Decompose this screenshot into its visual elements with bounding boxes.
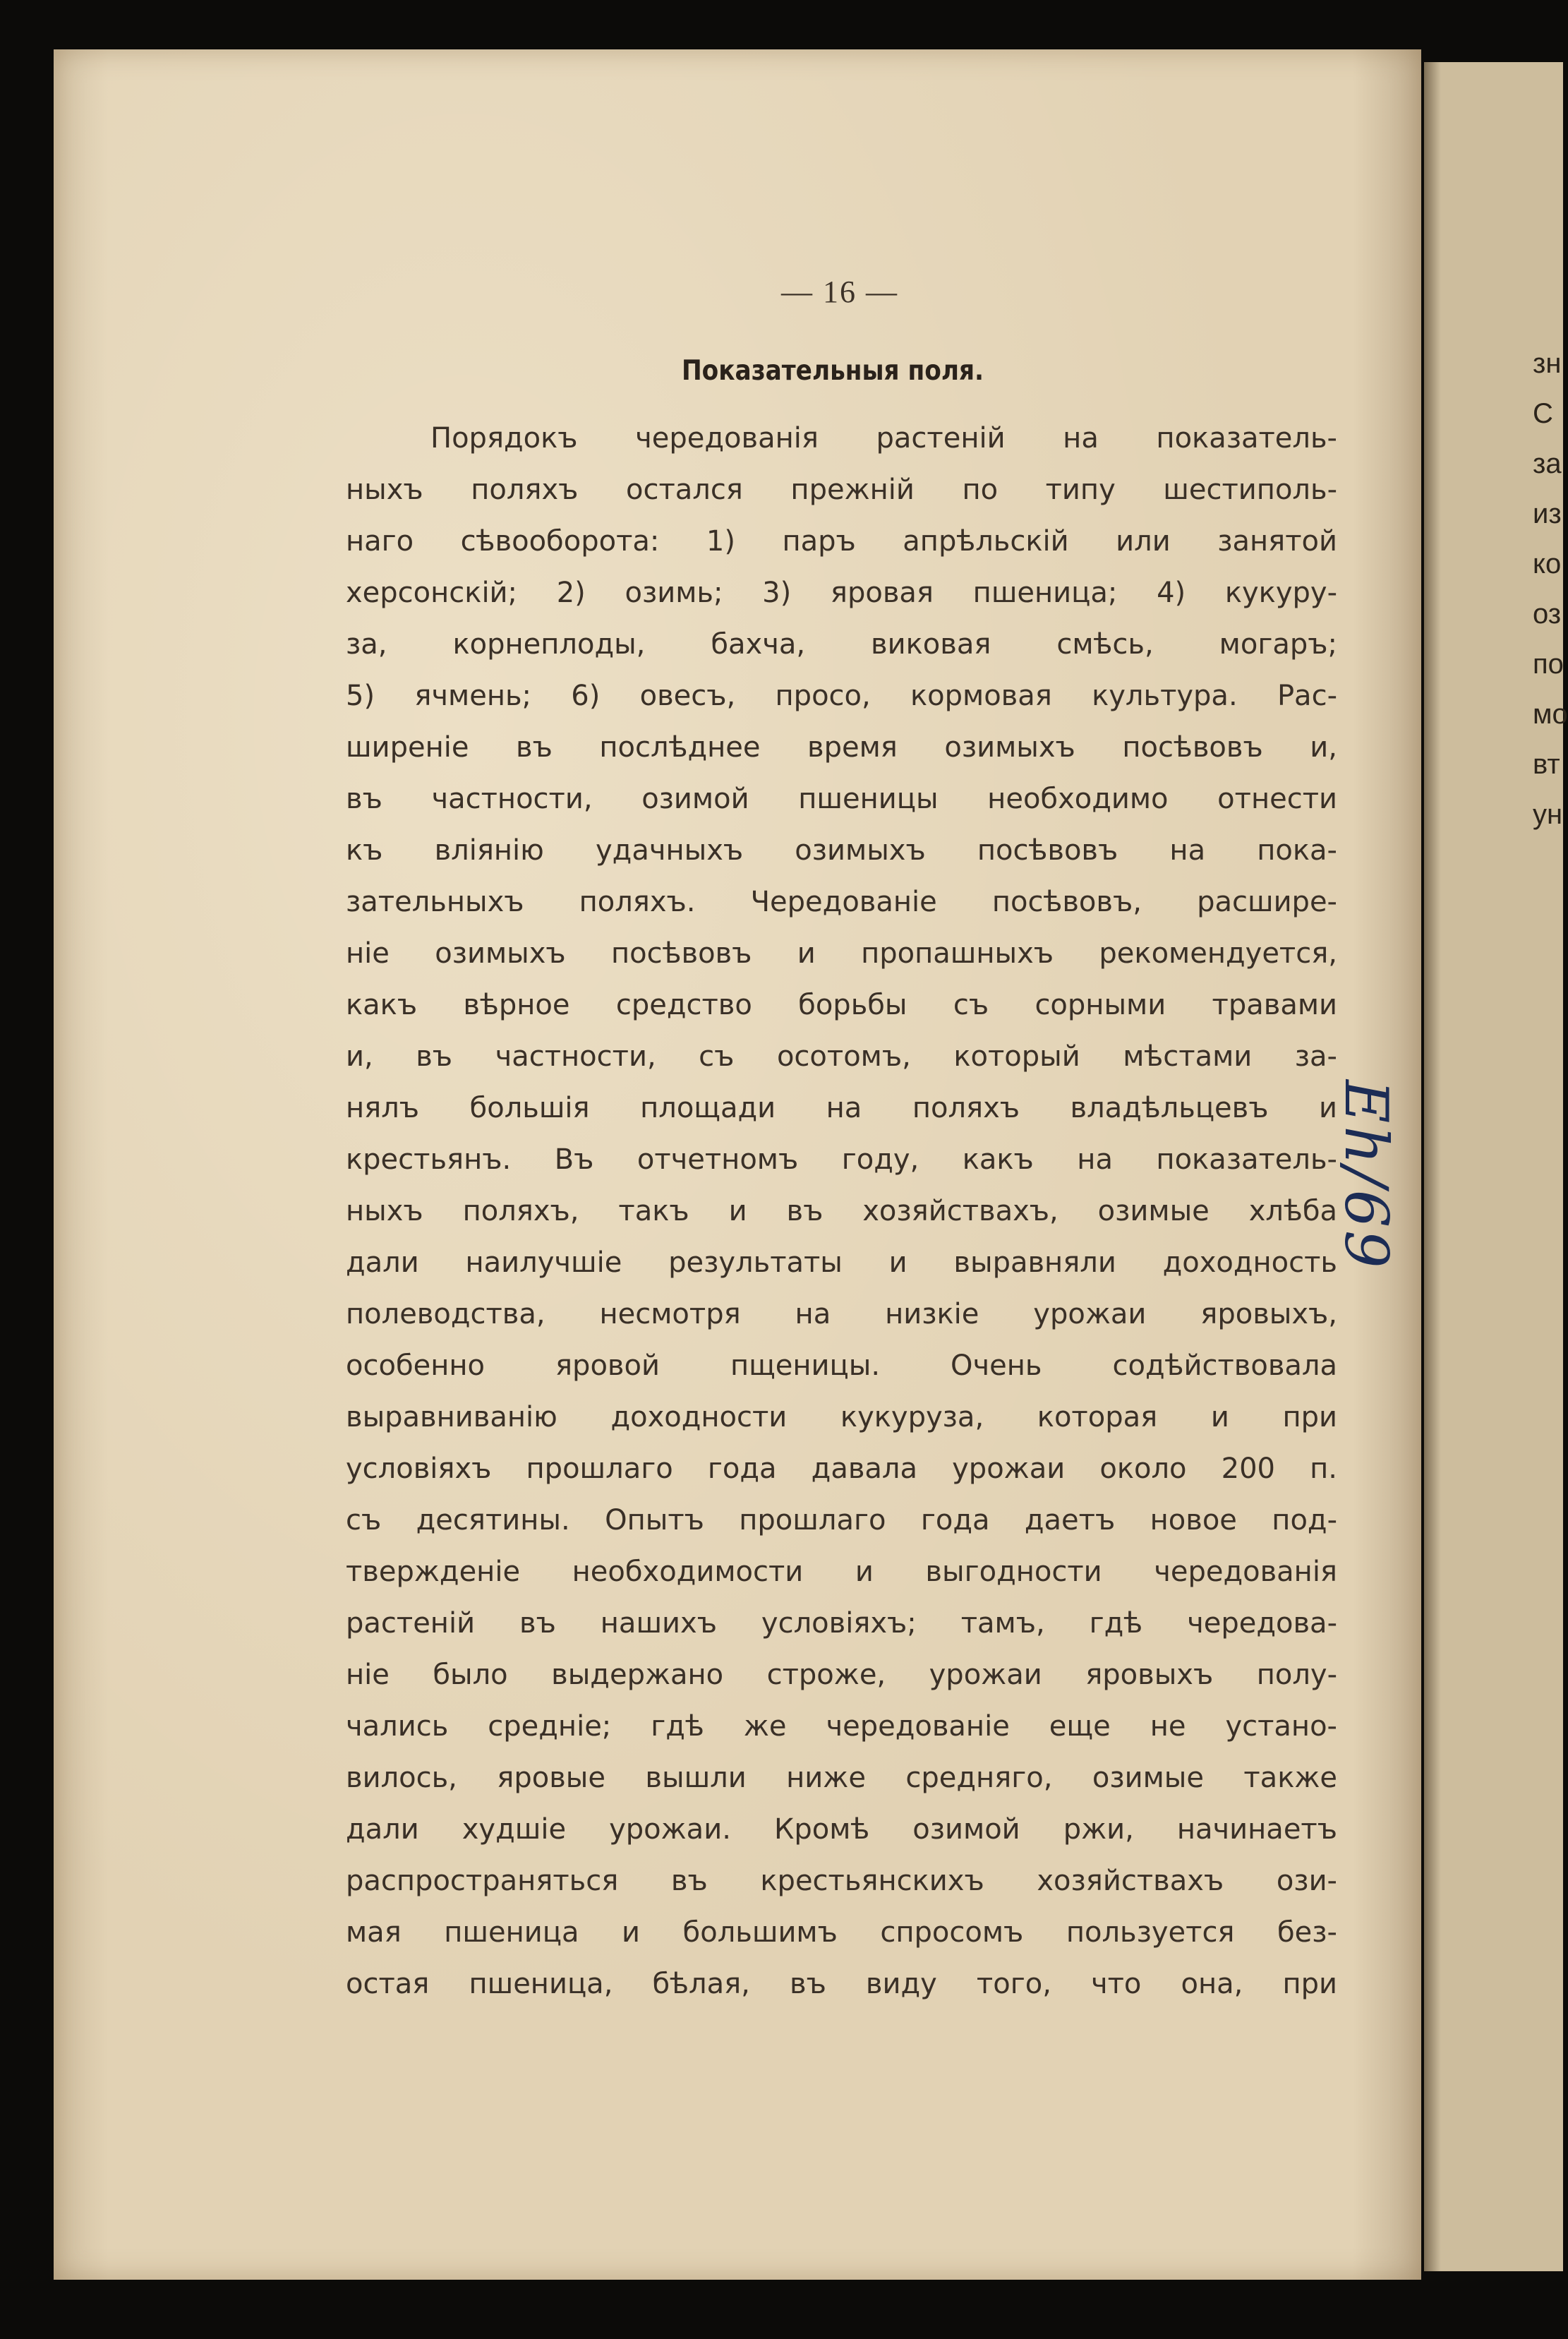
page-number: — 16 — — [781, 275, 898, 309]
text-line: ніе озимыхъ посѣвовъ и пропашныхъ рекомендуется, — [346, 937, 1337, 970]
text-line: и, въ частности, съ осотомъ, который мѣстами за- — [346, 1040, 1337, 1073]
text-line: Порядокъ чередованія растеній на показатель- — [430, 422, 1337, 455]
text-line: остая пшеница, бѣлая, въ виду того, что она, при — [346, 1968, 1337, 2000]
text-line: въ частности, озимой пшеницы необходимо отнести — [346, 783, 1337, 815]
adjacent-line: из — [1533, 498, 1562, 529]
text-line: къ вліянію удачныхъ озимыхъ посѣвовъ на пока- — [346, 834, 1337, 867]
text-line: наго сѣвооборота: 1) паръ апрѣльскій или занятой — [346, 525, 1337, 558]
adjacent-line: ко — [1533, 548, 1562, 579]
adjacent-line: вт — [1533, 749, 1560, 780]
adjacent-page-text — [1533, 339, 1568, 840]
text-line: вилось, яровые вышли ниже средняго, озимые также — [346, 1762, 1337, 1794]
text-line: мая пшеница и большимъ спросомъ пользуется без- — [346, 1916, 1337, 1949]
text-line: нялъ большія площади на поляхъ владѣльцевъ и — [346, 1092, 1337, 1124]
adjacent-line: по — [1533, 649, 1564, 680]
text-line: ныхъ поляхъ, такъ и въ хозяйствахъ, озимые хлѣба — [346, 1195, 1337, 1227]
text-line: твержденіе необходимости и выгодности чередованія — [346, 1556, 1337, 1588]
text-line: дали худшіе урожаи. Кромѣ озимой ржи, начинаетъ — [346, 1813, 1337, 1846]
text-line: ширеніе въ послѣднее время озимыхъ посѣвовъ и, — [346, 731, 1337, 764]
text-line: особенно яровой пщеницы. Очень содѣйствовала — [346, 1349, 1337, 1382]
text-line: съ десятины. Опытъ прошлаго года даетъ новое под- — [346, 1504, 1337, 1537]
section-heading: Показательныя поля. — [681, 355, 984, 387]
text-line: дали наилучшіе результаты и выравняли доходность — [346, 1246, 1337, 1279]
text-line: 5) ячмень; 6) овесъ, просо, кормовая культура. Рас- — [346, 680, 1337, 712]
text-line: за, корнеплоды, бахча, виковая смѣсь, могаръ; — [346, 628, 1337, 661]
text-line: херсонскій; 2) озимь; 3) яровая пшеница; 4) кукуру- — [346, 577, 1337, 609]
text-line: растеній въ нашихъ условіяхъ; тамъ, гдѣ чередова- — [346, 1607, 1337, 1640]
text-line: ныхъ поляхъ остался прежній по типу шестиполь- — [346, 474, 1337, 506]
text-line: распространяться въ крестьянскихъ хозяйствахъ ози- — [346, 1865, 1337, 1897]
adjacent-line: за — [1533, 448, 1562, 479]
text-line: выравниванію доходности кукуруза, которая и при — [346, 1401, 1337, 1433]
adjacent-line: ун — [1533, 799, 1563, 830]
adjacent-line: С — [1533, 398, 1553, 429]
text-line: какъ вѣрное средство борьбы съ сорными травами — [346, 989, 1337, 1021]
handwritten-margin-note: Eh/69 — [1332, 1080, 1401, 1271]
adjacent-line: зн — [1533, 348, 1562, 379]
text-line: ніе было выдержано строже, урожаи яровыхъ полу- — [346, 1659, 1337, 1691]
text-line: условіяхъ прошлаго года давала урожаи около 200 п. — [346, 1453, 1337, 1485]
adjacent-line: оз — [1533, 599, 1562, 630]
text-line: чались средніе; гдѣ же чередованіе еще не устано- — [346, 1710, 1337, 1743]
text-line: крестьянъ. Въ отчетномъ году, какъ на показатель- — [346, 1143, 1337, 1176]
text-line: зательныхъ поляхъ. Чередованіе посѣвовъ, расшире- — [346, 886, 1337, 918]
text-line: полеводства, несмотря на низкіе урожаи яровыхъ, — [346, 1298, 1337, 1330]
body-text — [346, 413, 1337, 2010]
adjacent-line: мо — [1533, 699, 1568, 730]
